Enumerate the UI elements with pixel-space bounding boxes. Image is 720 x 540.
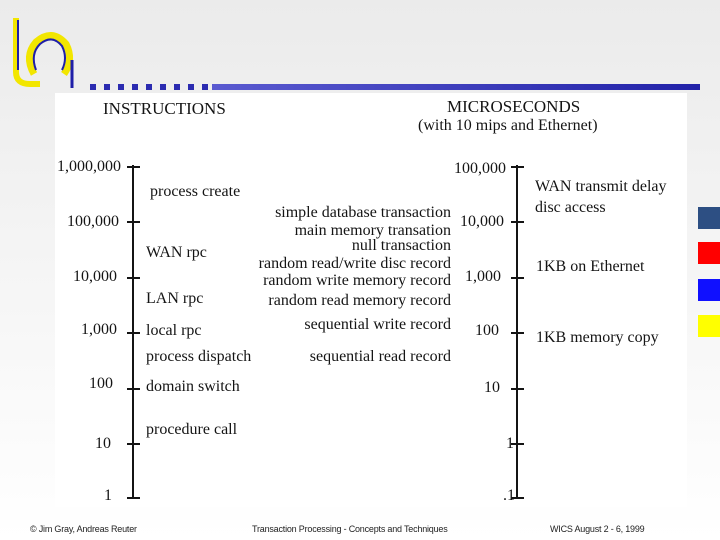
color-square-red: [698, 242, 720, 264]
op-lan-rpc: LAN rpc: [146, 290, 204, 307]
left-tick: [127, 277, 140, 279]
content-panel: [55, 93, 687, 507]
left-tick-label: 100: [89, 375, 113, 392]
op-sequential-write-record: sequential write record: [304, 316, 451, 333]
right-tick-label: 1,000: [465, 268, 501, 285]
left-tick-label: 1,000,000: [57, 158, 121, 175]
op-wan-rpc: WAN rpc: [146, 244, 207, 261]
op-random-read-memory-record: random read memory record: [268, 292, 451, 309]
left-tick-label: 1: [104, 487, 112, 504]
right-tick-label: 100,000: [454, 160, 506, 177]
header-dotted-rule: [90, 84, 210, 90]
op-sequential-read-record: sequential read record: [309, 348, 451, 365]
label-wan-transmit-delay: WAN transmit delay: [535, 178, 667, 195]
op-null-transaction: null transaction: [351, 237, 451, 254]
label-1kb-ethernet: 1KB on Ethernet: [536, 258, 645, 275]
label-disc-access: disc access: [535, 199, 606, 216]
right-tick: [511, 388, 524, 390]
left-tick: [127, 443, 140, 445]
color-square-yellow: [698, 315, 720, 337]
left-tick: [127, 166, 140, 168]
right-tick: [511, 166, 524, 168]
left-tick: [127, 497, 140, 499]
left-tick-label: 1,000: [81, 321, 117, 338]
right-tick: [511, 221, 524, 223]
left-tick: [127, 221, 140, 223]
op-random-read-write-disc-record: random read/write disc record: [258, 255, 451, 272]
microseconds-heading: MICROSECONDS: [447, 97, 581, 116]
header-rule: [212, 84, 700, 90]
op-random-write-memory-record: random write memory record: [263, 272, 451, 289]
color-square-navy: [698, 207, 720, 229]
left-tick-label: 10,000: [73, 268, 117, 285]
label-1kb-memory-copy: 1KB memory copy: [536, 329, 659, 346]
instructions-heading: INSTRUCTIONS: [103, 99, 226, 118]
left-tick-label: 100,000: [67, 213, 119, 230]
right-tick-label: 10: [484, 379, 500, 396]
color-square-blue: [698, 279, 720, 301]
microseconds-note: (with 10 mips and Ethernet): [418, 117, 598, 134]
right-tick-label: .1: [503, 487, 515, 504]
op-process-dispatch: process dispatch: [146, 348, 252, 365]
op-local-rpc: local rpc: [146, 322, 202, 339]
right-tick-label: 1: [506, 435, 514, 452]
left-tick: [127, 388, 140, 390]
op-main-memory-transation: main memory transation: [294, 222, 451, 239]
op-simple-database-transaction: simple database transaction: [275, 204, 451, 221]
right-tick: [511, 332, 524, 334]
op-domain-switch: domain switch: [146, 378, 240, 395]
right-tick-label: 10,000: [460, 213, 504, 230]
right-tick-label: 100: [475, 322, 499, 339]
left-tick: [127, 332, 140, 334]
footer-course-title: Transaction Processing - Concepts and Techniques: [252, 524, 448, 534]
footer-event: WICS August 2 - 6, 1999: [550, 524, 645, 534]
op-procedure-call: procedure call: [146, 421, 238, 438]
footer-copyright: © Jim Gray, Andreas Reuter: [30, 524, 137, 534]
logo-icon: [0, 0, 90, 95]
left-tick-label: 10: [95, 435, 111, 452]
op-process-create: process create: [150, 183, 241, 200]
right-tick: [511, 277, 524, 279]
